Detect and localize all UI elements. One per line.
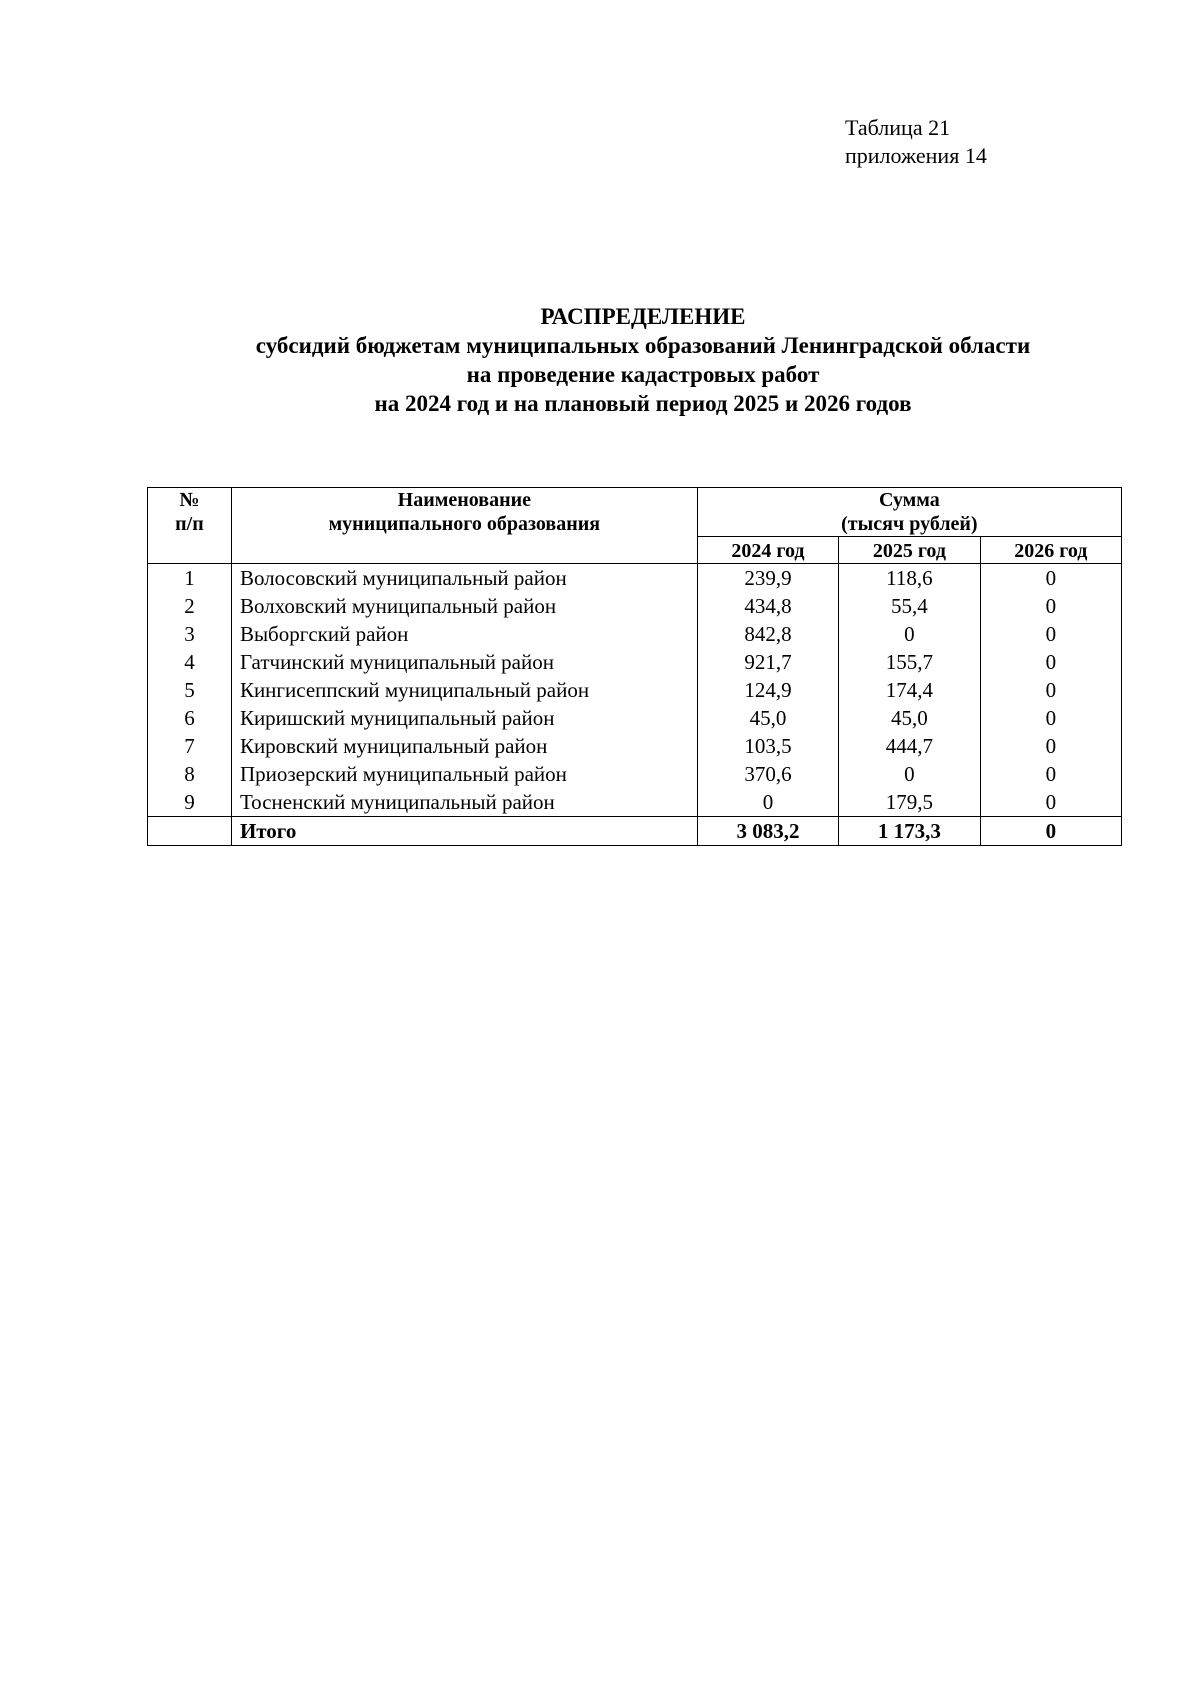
row-number: 4: [148, 648, 232, 676]
table-row: [148, 564, 1122, 593]
row-name: Киришский муниципальный район: [231, 704, 697, 732]
header-year-2025: 2025 год: [839, 537, 980, 564]
total-value-2024: 3 083,2: [697, 817, 838, 846]
row-number: 9: [148, 788, 232, 817]
appendix-number: приложения 14: [845, 143, 987, 168]
row-value-2024: 921,7: [697, 648, 838, 676]
row-value-2025: 45,0: [839, 704, 980, 732]
header-number-line1: №: [179, 489, 200, 511]
row-value-2024: 842,8: [697, 620, 838, 648]
table-header: [148, 488, 1122, 564]
row-number: 6: [148, 704, 232, 732]
total-number-cell: [148, 817, 232, 846]
table-reference: [845, 114, 987, 170]
header-name-line1: Наименование: [397, 489, 532, 511]
total-label: Итого: [231, 817, 697, 846]
title-line-3: на проведение кадастровых работ: [466, 362, 820, 387]
row-value-2025: 444,7: [839, 732, 980, 760]
row-value-2025: 118,6: [839, 564, 980, 593]
row-value-2024: 434,8: [697, 592, 838, 620]
row-name: Гатчинский муниципальный район: [231, 648, 697, 676]
table-row: [148, 732, 1122, 760]
row-number: 5: [148, 676, 232, 704]
row-value-2026: 0: [980, 676, 1121, 704]
row-name: Тосненский муниципальный район: [231, 788, 697, 817]
row-value-2026: 0: [980, 704, 1121, 732]
document-title: [0, 302, 1200, 418]
row-number: 7: [148, 732, 232, 760]
table-row: [148, 676, 1122, 704]
header-name: [231, 488, 697, 564]
row-value-2024: 45,0: [697, 704, 838, 732]
header-year-2024: 2024 год: [697, 537, 838, 564]
table-row: [148, 620, 1122, 648]
header-sum: [697, 488, 1121, 537]
table-row: [148, 704, 1122, 732]
title-line-1: РАСПРЕДЕЛЕНИЕ: [540, 304, 746, 329]
row-value-2026: 0: [980, 648, 1121, 676]
row-value-2026: 0: [980, 564, 1121, 593]
row-value-2026: 0: [980, 760, 1121, 788]
row-value-2025: 174,4: [839, 676, 980, 704]
header-sum-line2: (тысяч рублей): [841, 513, 978, 535]
title-line-2: субсидий бюджетам муниципальных образований Ленинградской области: [255, 333, 1031, 358]
total-value-2025: 1 173,3: [839, 817, 980, 846]
row-number: 3: [148, 620, 232, 648]
header-year-2026: 2026 год: [980, 537, 1121, 564]
row-name: Волховский муниципальный район: [231, 592, 697, 620]
table-row: [148, 592, 1122, 620]
table-row: [148, 760, 1122, 788]
row-value-2026: 0: [980, 620, 1121, 648]
total-value-2026: 0: [980, 817, 1121, 846]
row-value-2024: 0: [697, 788, 838, 817]
row-value-2025: 55,4: [839, 592, 980, 620]
row-value-2025: 0: [839, 620, 980, 648]
title-line-4: на 2024 год и на плановый период 2025 и 2026 годов: [374, 391, 912, 416]
row-value-2025: 155,7: [839, 648, 980, 676]
table-row: [148, 788, 1122, 817]
distribution-table: [147, 487, 1122, 846]
table-number: Таблица 21: [845, 115, 951, 140]
row-value-2025: 179,5: [839, 788, 980, 817]
row-value-2026: 0: [980, 592, 1121, 620]
row-value-2024: 103,5: [697, 732, 838, 760]
row-name: Выборгский район: [231, 620, 697, 648]
row-value-2025: 0: [839, 760, 980, 788]
header-sum-line1: Сумма: [878, 489, 940, 511]
total-row: [148, 817, 1122, 846]
row-name: Волосовский муниципальный район: [231, 564, 697, 593]
row-value-2024: 124,9: [697, 676, 838, 704]
row-name: Кингисеппский муниципальный район: [231, 676, 697, 704]
row-name: Кировский муниципальный район: [231, 732, 697, 760]
row-number: 1: [148, 564, 232, 593]
table-row: [148, 648, 1122, 676]
header-number: [148, 488, 232, 564]
row-value-2024: 370,6: [697, 760, 838, 788]
table-body: [148, 564, 1122, 846]
row-value-2024: 239,9: [697, 564, 838, 593]
row-value-2026: 0: [980, 788, 1121, 817]
row-name: Приозерский муниципальный район: [231, 760, 697, 788]
row-value-2026: 0: [980, 732, 1121, 760]
header-name-line2: муниципального образования: [328, 513, 601, 535]
header-number-line2: п/п: [175, 513, 204, 535]
row-number: 8: [148, 760, 232, 788]
row-number: 2: [148, 592, 232, 620]
